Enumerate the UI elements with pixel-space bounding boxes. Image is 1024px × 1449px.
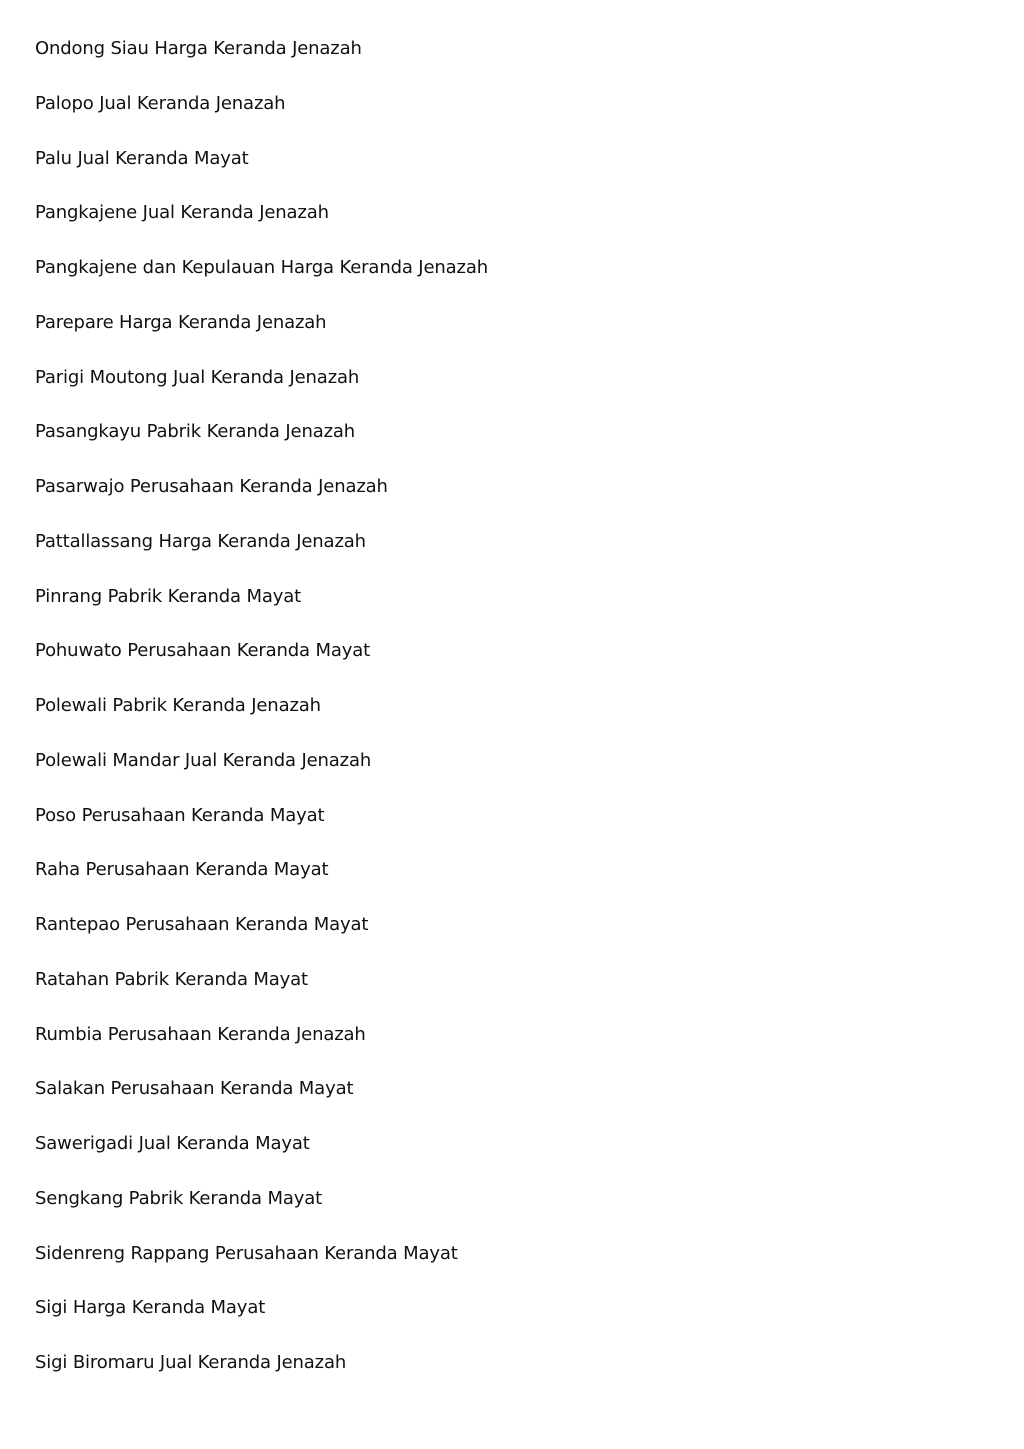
list-item: Sigi Harga Keranda Mayat — [35, 1297, 266, 1319]
list-item: Rumbia Perusahaan Keranda Jenazah — [35, 1023, 366, 1045]
list-item: Poso Perusahaan Keranda Mayat — [35, 804, 325, 826]
list-item: Pinrang Pabrik Keranda Mayat — [35, 585, 302, 607]
list-item: Parepare Harga Keranda Jenazah — [35, 311, 327, 333]
list-item: Pangkajene Jual Keranda Jenazah — [35, 202, 329, 224]
list-item: Parigi Moutong Jual Keranda Jenazah — [35, 366, 360, 388]
list-item: Salakan Perusahaan Keranda Mayat — [35, 1078, 354, 1100]
list-item: Ondong Siau Harga Keranda Jenazah — [35, 38, 362, 59]
list-item: Pangkajene dan Kepulauan Harga Keranda Jenazah — [35, 257, 488, 278]
list-item: Palu Jual Keranda Mayat — [35, 147, 249, 169]
list-item: Sidenreng Rappang Perusahaan Keranda Mayat — [35, 1242, 458, 1264]
list-item: Rantepao Perusahaan Keranda Mayat — [35, 914, 369, 935]
list-item: Sawerigadi Jual Keranda Mayat — [35, 1133, 310, 1154]
list-item: Ratahan Pabrik Keranda Mayat — [35, 968, 308, 990]
list-item: Sigi Biromaru Jual Keranda Jenazah — [35, 1352, 347, 1373]
list-item: Pasangkayu Pabrik Keranda Jenazah — [35, 421, 356, 443]
list-item: Polewali Mandar Jual Keranda Jenazah — [35, 749, 372, 771]
location-list — [35, 37, 488, 1406]
list-item: Sengkang Pabrik Keranda Mayat — [35, 1187, 323, 1209]
list-item: Palopo Jual Keranda Jenazah — [35, 92, 286, 114]
list-item: Pohuwato Perusahaan Keranda Mayat — [35, 640, 371, 662]
list-item: Pasarwajo Perusahaan Keranda Jenazah — [35, 476, 388, 497]
list-item: Polewali Pabrik Keranda Jenazah — [35, 695, 321, 716]
list-item: Raha Perusahaan Keranda Mayat — [35, 859, 329, 881]
list-item: Pattallassang Harga Keranda Jenazah — [35, 530, 366, 552]
